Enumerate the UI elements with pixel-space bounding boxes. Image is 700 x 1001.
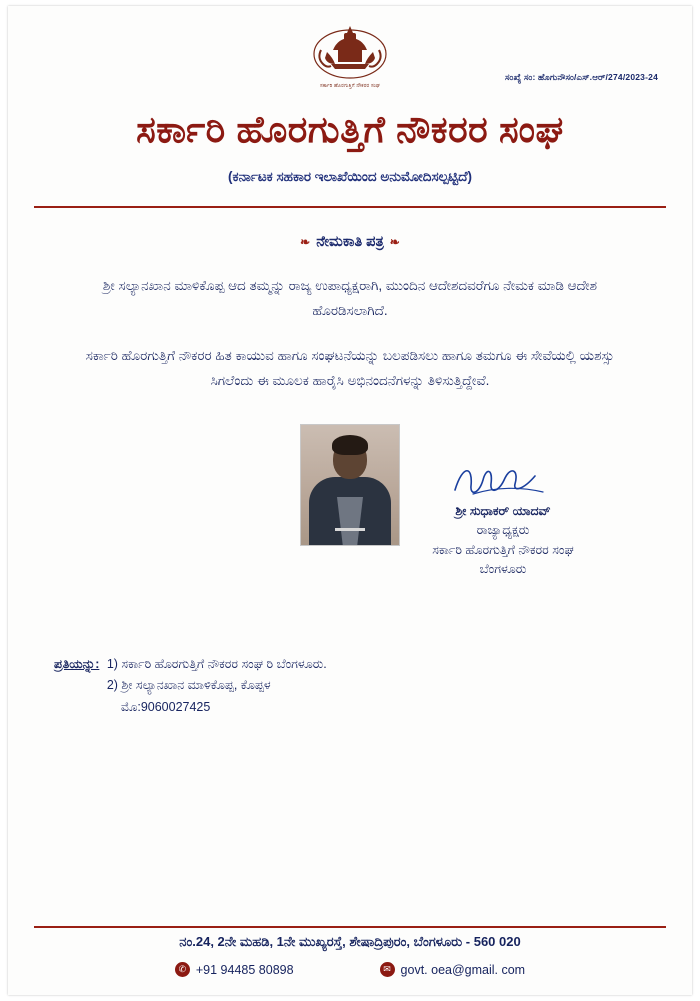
signatory-name: ಶ್ರೀ ಸುಧಾಕರ್ ಯಾದವ್	[455, 504, 551, 518]
document-heading-text: ನೇಮಕಾತಿ ಪತ್ರ	[316, 234, 384, 250]
copies-item: 2) ಶ್ರೀ ಸಲ್ಯಾನಖಾನ ಮಾಳಿಕೊಪ್ಪ, ಕೊಪ್ಪಳ	[106, 678, 271, 693]
reference-number: ಸಂಖ್ಯೆ ಸಂ: ಹೊಗುನೌಸಂ/ಎಸ್.ಆರ್/274/2023-24	[505, 72, 658, 82]
organisation-subtitle: (ಕರ್ನಾಟಕ ಸಹಕಾರ ಇಲಾಖೆಯಿಂದ ಅನುಮೋದಿಸಲ್ಪಟ್ಟಿದೆ)	[228, 169, 472, 184]
signature-block	[388, 458, 618, 580]
footer-contacts	[8, 962, 692, 977]
phone-icon: ✆	[175, 962, 190, 977]
signature-icon	[443, 458, 563, 502]
copies-label: ಪ್ರತಿಯನ್ನು:	[54, 657, 100, 671]
copies-item: 1) ಸರ್ಕಾರಿ ಹೊರಗುತ್ತಿಗೆ ನೌಕರರ ಸಂಘ ರಿ ಬೆಂಗಳೂರು.	[106, 657, 327, 671]
signatory-designation: ರಾಜ್ಯಾಧ್ಯಕ್ಷರು	[476, 523, 530, 538]
ornament-left-icon: ❧	[300, 235, 311, 249]
appointee-photo	[300, 424, 400, 546]
footer-phone	[175, 962, 294, 977]
ornament-right-icon: ❧	[389, 235, 400, 249]
organisation-emblem	[302, 20, 398, 89]
body-paragraph-1: ಶ್ರೀ ಸಲ್ಯಾನಖಾನ ಮಾಳಿಕೊಪ್ಪ ಆದ ತಮ್ಮನ್ನು ರಾಜ್ಯ ಉಪಾಧ್ಯಕ್ಷರಾಗಿ, ಮುಂದಿನ ಆದೇಶದವರೆಗೂ ನೇಮಕ ಮಾಡಿ ಆದೇಶ ಹೊರಡಿಸಲಾಗಿದೆ.	[102, 278, 598, 318]
footer-phone-text: +91 94485 80898	[195, 962, 294, 977]
copies-section	[54, 654, 327, 718]
emblem-icon	[311, 20, 389, 82]
copies-list	[107, 654, 327, 718]
organisation-title: ಸರ್ಕಾರಿ ಹೊರಗುತ್ತಿಗೆ ನೌಕರರ ಸಂಘ	[136, 109, 564, 150]
signatory-organisation: ಸರ್ಕಾರಿ ಹೊರಗುತ್ತಿಗೆ ನೌಕರರ ಸಂಘ	[432, 542, 574, 557]
footer-email	[380, 962, 526, 977]
handwritten-signature	[388, 458, 618, 502]
letter-sheet	[8, 6, 692, 995]
header-divider	[34, 206, 666, 208]
emblem-caption: ಸರ್ಕಾರಿ ಹೊರಗುತ್ತಿಗೆ ನೌಕರರ ಸಂಘ	[319, 83, 381, 89]
footer-email-text: govt. oea@gmail. com	[400, 962, 526, 977]
letterhead	[8, 6, 692, 202]
copies-phone: ಮೊ:9060027425	[120, 699, 211, 714]
footer-address: ನಂ.24, 2ನೇ ಮಹಡಿ, 1ನೇ ಮುಖ್ಯರಸ್ತೆ, ಶೇಷಾದ್ರಿಪುರಂ, ಬೆಂಗಳೂರು - 560 020	[179, 934, 521, 949]
body-paragraph-2: ಸರ್ಕಾರಿ ಹೊರಗುತ್ತಿಗೆ ನೌಕರರ ಹಿತ ಕಾಯುವ ಹಾಗೂ ಸಂಘಟನೆಯನ್ನು ಬಲಪಡಿಸಲು ಹಾಗೂ ತಮಗೂ ಈ ಸೇವೆಯಲ್ಲಿ ಯಶಸ್ಸು ಸಿಗಲೆಂದು ಈ ಮೂಲಕ ಹಾರೈಸಿ ಅಭಿನಂದನೆಗಳನ್ನು ತಿಳಿಸುತ್ತಿದ್ದೇವೆ.	[85, 348, 615, 388]
document-heading	[8, 234, 692, 250]
envelope-icon: ✉	[380, 962, 395, 977]
signatory-place: ಬೆಂಗಳೂರು	[479, 562, 527, 577]
footer-divider	[34, 926, 666, 928]
